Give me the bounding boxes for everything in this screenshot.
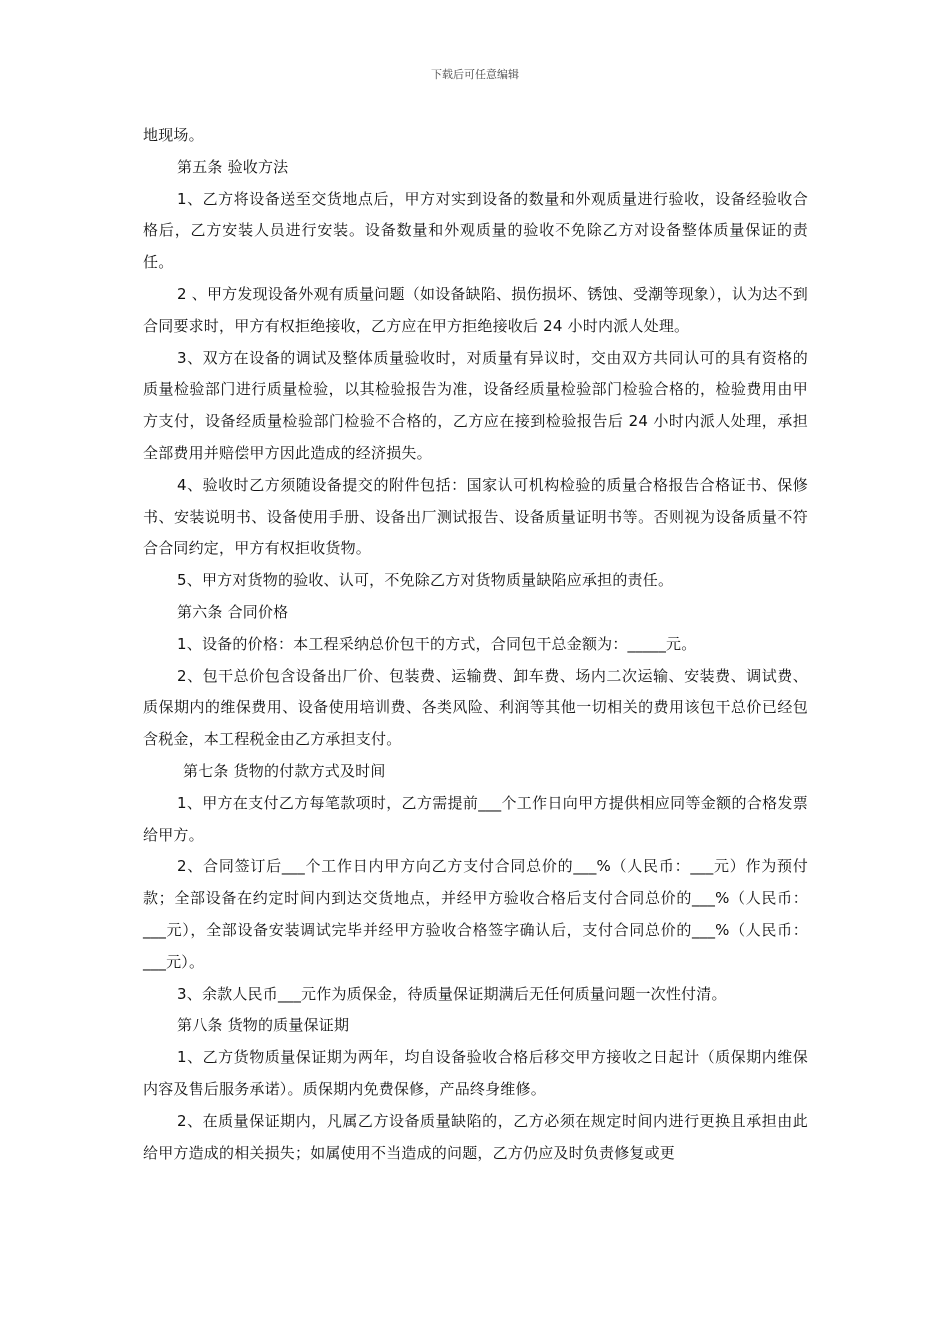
paragraph: 1、乙方货物质量保证期为两年，均自设备验收合格后移交甲方接收之日起计（质保期内维保内容及售后服务承诺）。质保期内免费保修，产品终身维修。 (143, 1048, 808, 1098)
document-body (143, 120, 808, 1169)
paragraph: 5、甲方对货物的验收、认可，不免除乙方对货物质量缺陷应承担的责任。 (177, 571, 674, 590)
paragraph: 2、在质量保证期内，凡属乙方设备质量缺陷的，乙方必须在规定时间内进行更换且承担由此给甲方造成的相关损失；如属使用不当造成的问题，乙方仍应及时负责修复或更 (143, 1111, 808, 1162)
paragraph: 3、余款人民币___元作为质保金，待质量保证期满后无任何质量问题一次性付清。 (177, 984, 727, 1003)
paragraph: 3、双方在设备的调试及整体质量验收时，对质量有异议时，交由双方共同认可的具有资格的质量检验部门进行质量检验，以其检验报告为准，设备经质量检验部门检验合格的，检验费用由甲方支付，设备经质量检验部门检验不合格的，乙方应在接到检验报告后 24 小时内派人处理，承担全部费用并赔偿甲方因此造成的经济损失。 (143, 348, 808, 462)
section-heading-6: 第六条 合同价格 (177, 602, 289, 621)
paragraph: 4、验收时乙方须随设备提交的附件包括：国家认可机构检验的质量合格报告合格证书、保修书、安装说明书、设备使用手册、设备出厂测试报告、设备质量证明书等。否则视为设备质量不符合合同约定，甲方有权拒收货物。 (143, 475, 808, 558)
section-heading-5: 第五条 验收方法 (177, 157, 289, 176)
section-heading-8: 第八条 货物的质量保证期 (177, 1016, 350, 1035)
paragraph: 1、乙方将设备送至交货地点后，甲方对实到设备的数量和外观质量进行验收，设备经验收合格后，乙方安装人员进行安装。设备数量和外观质量的验收不免除乙方对设备整体质量保证的责任。 (143, 189, 808, 272)
page-header: 下载后可任意编辑 (431, 68, 519, 81)
paragraph: 2、包干总价包含设备出厂价、包装费、运输费、卸车费、场内二次运输、安装费、调试费、质保期内的维保费用、设备使用培训费、各类风险、利润等其他一切相关的费用该包干总价已经包含税金，本工程税金由乙方承担支付。 (143, 666, 808, 749)
paragraph: 2 、甲方发现设备外观有质量问题（如设备缺陷、损伤损坏、锈蚀、受潮等现象），认为达不到合同要求时，甲方有权拒绝接收，乙方应在甲方拒绝接收后 24 小时内派人处理。 (143, 284, 808, 335)
section-heading-7: 第七条 货物的付款方式及时间 (183, 761, 386, 780)
paragraph: 1、设备的价格：本工程采纳总价包干的方式，合同包干总金额为：_____元。 (177, 634, 697, 653)
paragraph: 2、合同签订后___个工作日内甲方向乙方支付合同总价的___%（人民币：___元）作为预付款；全部设备在约定时间内到达交货地点，并经甲方验收合格后支付合同总价的___%（人民币：___元），全部设备安装调试完毕并经甲方验收合格签字确认后，支付合同总价的___%（人民币：___元）。 (143, 857, 808, 971)
paragraph: 1、甲方在支付乙方每笔款项时，乙方需提前___个工作日向甲方提供相应同等金额的合格发票给甲方。 (143, 793, 808, 844)
paragraph-continuation: 地现场。 (143, 126, 204, 144)
